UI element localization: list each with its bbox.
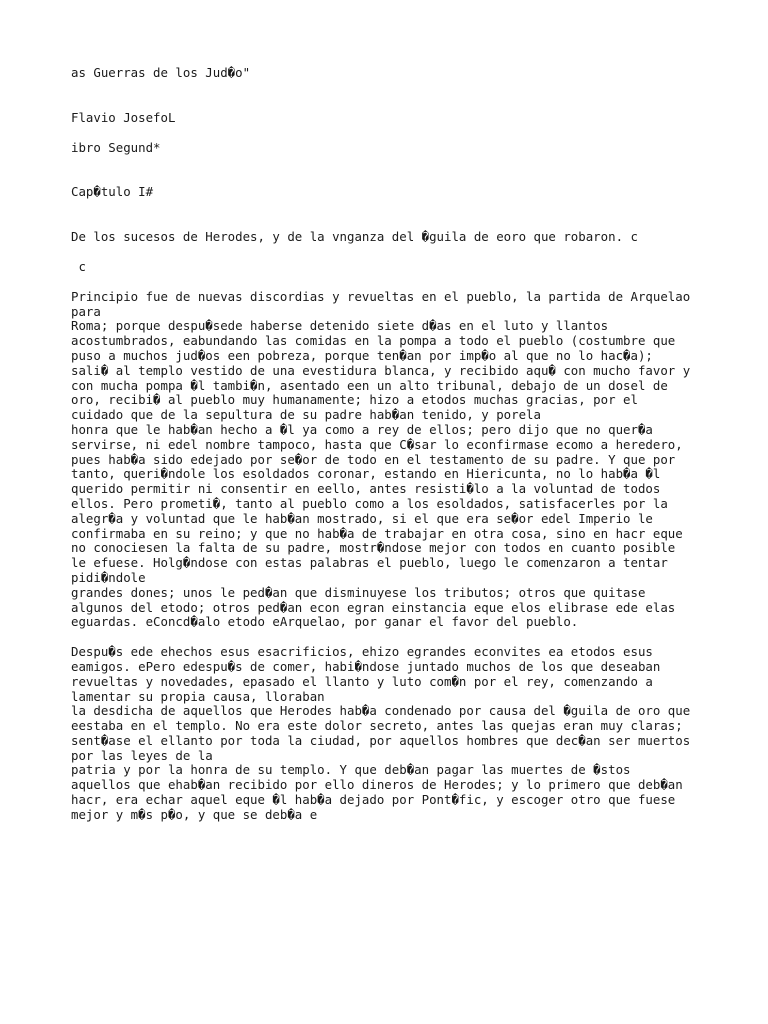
text-line: Roma; porque despu�sede haberse detenido siete d�as en el luto y llantos [71,318,609,334]
text-line: hacr, era echar aquel eque �l hab�a dejado por Pont�fic, y escoger otro que fuese [71,792,676,808]
paragraph-1 [71,290,703,630]
text-line: confirmaba en su reino; y que no hab�a de trabajar en otra cosa, sino en hacr eque [71,525,683,541]
text-line: Principio fue de nuevas discordias y revueltas en el pueblo, la partida de Arquelao [71,288,691,304]
chapter-summary: De los sucesos de Herodes, y de la vnganza del �guila de eoro que robaron. c [71,229,638,245]
text-line: tanto, queri�ndole los esoldados coronar, estando en Hiericunta, no lo hab�a �l [71,466,661,482]
text-line: pues hab�a sido edejado por se�or de todo en el testamento de su padre. Y que por [71,451,676,467]
text-line: puso a muchos jud�os een pobreza, porque ten�an por imp�o al que no lo hac�a); [71,347,653,363]
book-line: ibro Segund* [71,139,161,155]
document-title: as Guerras de los Jud�o" [71,65,251,80]
author-line: Flavio JosefoL [71,109,176,125]
stray-text: c [71,258,86,274]
text-line: lamentar su propia causa, lloraban [71,688,325,704]
text-line: cuidado que de la sepultura de su padre hab�an tenido, y porela [71,407,541,423]
text-line: Despu�s ede ehechos esus esacrificios, ehizo egrandes econvites ea etodos esus [71,644,653,660]
text-line: patria y por la honra de su templo. Y que deb�an pagar las muertes de �stos [71,762,631,778]
text-line: revueltas y novedades, epasado el llanto y luto com�n por el rey, comenzando a [71,673,653,689]
text-line: le efuese. Holg�ndose con estas palabras el pueblo, luego le comenzaron a tentar [71,555,668,571]
text-line: acostumbrados, eabundando las comidas en la pompa a todo el pueblo (costumbre que [71,333,676,349]
text-line: aquellos que ehab�an recibido por ello dineros de Herodes; y lo primero que deb�an [71,777,683,793]
text-line: sali� al templo vestido de una evestidura blanca, y recibido aqu� con mucho favor y [71,362,691,378]
text-line: algunos del etodo; otros ped�an econ egran einstancia eque elos elibrase ede elas [71,599,676,615]
text-line: eamigos. ePero edespu�s de comer, habi�ndose juntado muchos de los que deseaban [71,658,661,674]
text-line: servirse, ni edel nombre tampoco, hasta que C�sar lo econfirmase ecomo a heredero, [71,436,683,452]
text-line: ellos. Pero prometi�, tanto al pueblo como a los esoldados, satisfacerles por la [71,495,668,511]
text-line: honra que le hab�an hecho a �l ya como a rey de ellos; pero dijo que no quer�a [71,421,653,437]
text-line: eguardas. eConcd�alo etodo eArquelao, por ganar el favor del pueblo. [71,614,579,630]
text-line: no conociesen la falta de su padre, mostr�ndose mejor con todos en cuanto posible [71,540,676,556]
text-line: alegr�a y voluntad que le hab�an mostrado, si el que era se�or edel Imperio le [71,510,653,526]
text-line: oro, recibi� al pueblo muy humanamente; hizo a etodos muchas gracias, por el [71,392,638,408]
text-line: eestaba en el templo. No era este dolor secreto, antes las quejas eran muy claras; [71,718,683,734]
text-line: la desdicha de aquellos que Herodes hab�a condenado por causa del �guila de oro que [71,703,691,719]
text-line: con mucha pompa �l tambi�n, asentado een un alto tribunal, debajo de un dosel de [71,377,668,393]
text-line: pidi�ndole [71,569,146,585]
text-line: para [71,303,101,319]
paragraph-2 [71,645,703,823]
document-page [71,66,703,823]
text-line: grandes dones; unos le ped�an que disminuyese los tributos; otros que quitase [71,584,646,600]
chapter-heading: Cap�tulo I# [71,184,154,200]
text-line: sent�ase el ellanto por toda la ciudad, por aquellos hombres que dec�an ser muertos [71,732,691,748]
text-line: querido permitir ni consentir en eello, antes resisti�lo a la voluntad de todos [71,481,661,497]
text-line: por las leyes de la [71,747,213,763]
text-line: mejor y m�s p�o, y que se deb�a e [71,806,318,822]
